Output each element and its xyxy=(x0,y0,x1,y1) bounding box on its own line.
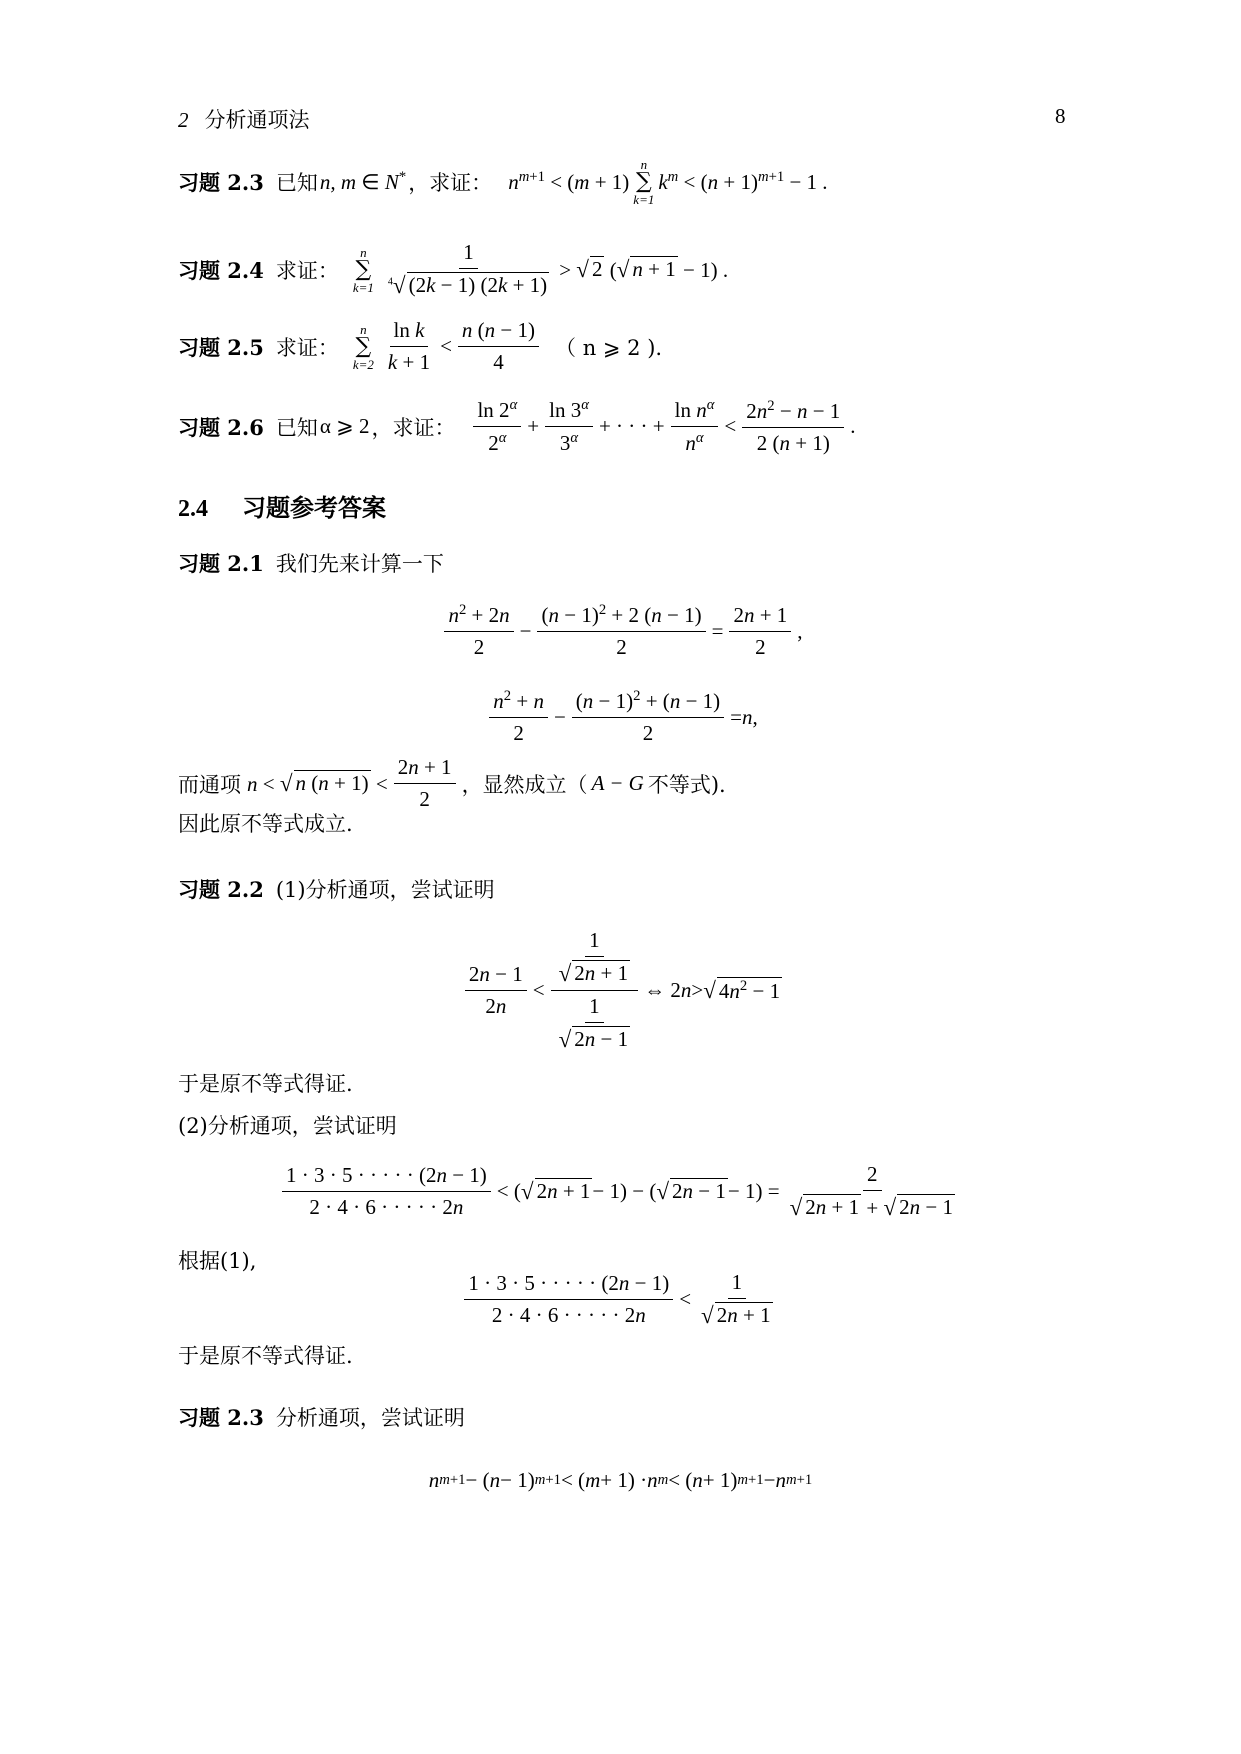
ag-inequality: A − G xyxy=(591,771,644,795)
exercise-text: 求证： xyxy=(275,335,339,360)
exercise-text: （ n ⩾ 2 ). xyxy=(555,335,663,360)
fraction: $\frac{\text{ln k}}{k + 1}$ xyxy=(387,318,431,374)
answer-2-2-by: 根据(1), xyxy=(178,1249,257,1273)
answer-2-1-conclusion: 因此原不等式成立. xyxy=(178,812,353,836)
answer-2-2-intro xyxy=(178,874,495,904)
section-title: 习题参考答案 xyxy=(242,493,386,522)
answer-label: 习题 2.3 xyxy=(178,1405,264,1430)
exercise-text: 已知 xyxy=(275,171,318,195)
answer-2-2-proved: 于是原不等式得证. xyxy=(178,1072,353,1096)
fraction: $\frac{n (n - 1)}{4}$ xyxy=(458,318,539,375)
exercise-label: 习题 2.3 xyxy=(178,170,264,195)
exercise-2-5: 习题 2.5 求证： n ∑ k=2 $\frac{\text{ln k}}{k + 1}$ < $\frac{n (n - 1)}{4}$ （ n ⩾ 2 ). xyxy=(178,318,663,374)
section-heading xyxy=(178,488,386,523)
exercise-text: ，求证： xyxy=(408,171,493,195)
condition: α ⩾ 2 xyxy=(319,414,370,438)
answer-2-2-part2: (2)分析通项，尝试证明 xyxy=(178,1114,397,1138)
answer-2-2-proved: 于是原不等式得证. xyxy=(178,1344,353,1368)
exercise-2-3: 习题 2.3 已知 n, m ∈ N* ，求证： $n^{m+1} < (m + 1)$ n ∑ k=1 $k^m < (n + 1)^{m+1} - 1$ . xyxy=(178,157,828,207)
equation: $\frac{2n - 1}{2n}$ < 1 √ 2n + 1 1 √ 2n − 1 ⇔ 2 n > √ $4n^2 - 1$ xyxy=(0,928,1241,1053)
section-number: 2.4 xyxy=(178,496,208,522)
answer-text: 分析通项，尝试证明 xyxy=(275,1406,465,1430)
formula: $n^{m+1} < (m + 1)$ xyxy=(508,169,630,194)
fraction: $\frac{\ln 3^\alpha}{3^\alpha}$ xyxy=(545,397,593,456)
running-header xyxy=(178,104,310,134)
fraction: 1 $^4$√ (2k − 1) (2k + 1) xyxy=(387,240,548,298)
answer-2-3-intro xyxy=(178,1402,465,1432)
answer-text: 我们先来计算一下 xyxy=(275,552,444,576)
summation: n ∑ k=1 xyxy=(633,157,655,207)
fraction: $\frac{\ln n^\alpha}{n^\alpha}$ xyxy=(671,397,719,456)
equation: n m+1 − ( n − 1) m+1 < ( m + 1) · n m < ( n + 1) m+1 − n m+1 xyxy=(428,1468,813,1492)
answer-2-1-intro xyxy=(178,548,444,578)
exercise-2-4: 习题 2.4 求证： n ∑ k=1 1 $^4$√ (2k − 1) (2k + 1) > √ 2 ( √ n + 1 − 1) . xyxy=(178,240,729,298)
fraction: $\frac{\ln 2^\alpha}{2^\alpha}$ xyxy=(473,397,521,456)
page-number: 8 xyxy=(1055,104,1066,128)
answer-text: 不等式). xyxy=(647,772,726,797)
equation: $\frac{1 \cdot 3 \cdot 5 \cdot \cdot \cdot \cdot \cdot (2n - 1)}{2 \cdot 4 \cdot 6 \cdot \cdot \cdot \cdot \cdot 2n}$ < ( √ 2n + 1 − 1) − ( √ 2n − 1 − 1) = 2 √ 2n + 1 + √ 2n − 1 xyxy=(0,1162,1241,1221)
chapter-title: 分析通项法 xyxy=(204,108,310,132)
exercise-text: 求证： xyxy=(275,258,339,283)
summation: n ∑ k=1 xyxy=(352,244,374,295)
exercise-label: 习题 2.4 xyxy=(178,257,264,283)
chapter-number: 2 xyxy=(178,108,189,132)
fraction: $\frac{2n^2 - n - 1}{2 (n + 1)}$ xyxy=(742,398,844,456)
answer-label: 习题 2.1 xyxy=(178,551,264,576)
exercise-text: ，求证： xyxy=(371,415,456,440)
answer-text: 而通项 xyxy=(178,772,241,797)
answer-text: ，显然成立（ xyxy=(461,772,588,797)
equation: $\frac{n^2 + n}{2}$ − $\frac{(n - 1)^2 + (n - 1)}{2}$ = n , xyxy=(0,688,1241,746)
answer-label: 习题 2.2 xyxy=(178,877,264,902)
answer-2-1-line: 而通项 n < √ n (n + 1) < $\frac{2n + 1}{2}$ ，显然成立（ A − G 不等式). xyxy=(178,755,726,811)
equation: $\frac{n^2 + 2n}{2}$ − $\frac{(n - 1)^2 + 2 (n - 1)}{2}$ = $\frac{2n + 1}{2}$ , xyxy=(0,602,1241,660)
answer-text: (1)分析通项，尝试证明 xyxy=(275,878,495,902)
exercise-2-6: 习题 2.6 已知 α ⩾ 2 ，求证： $\frac{\ln 2^\alpha}{2^\alpha}$ + $\frac{\ln 3^\alpha}{3^\alpha}$ + · · · + $\frac{\ln n^\alpha}{n^\alpha}$ < $\frac{2n^2 - n - 1}{2 (n + 1)}$ . xyxy=(178,397,856,455)
exercise-text: 已知 xyxy=(275,415,318,440)
summation: n ∑ k=2 xyxy=(352,321,374,372)
exercise-label: 习题 2.5 xyxy=(178,334,264,360)
equation: $\frac{1 \cdot 3 \cdot 5 \cdot \cdot \cdot \cdot \cdot (2n - 1)}{2 \cdot 4 \cdot 6 \cdot \cdot \cdot \cdot \cdot 2n}$ < 1 √ 2n + 1 xyxy=(0,1270,1241,1329)
exercise-label: 习题 2.6 xyxy=(178,414,264,440)
